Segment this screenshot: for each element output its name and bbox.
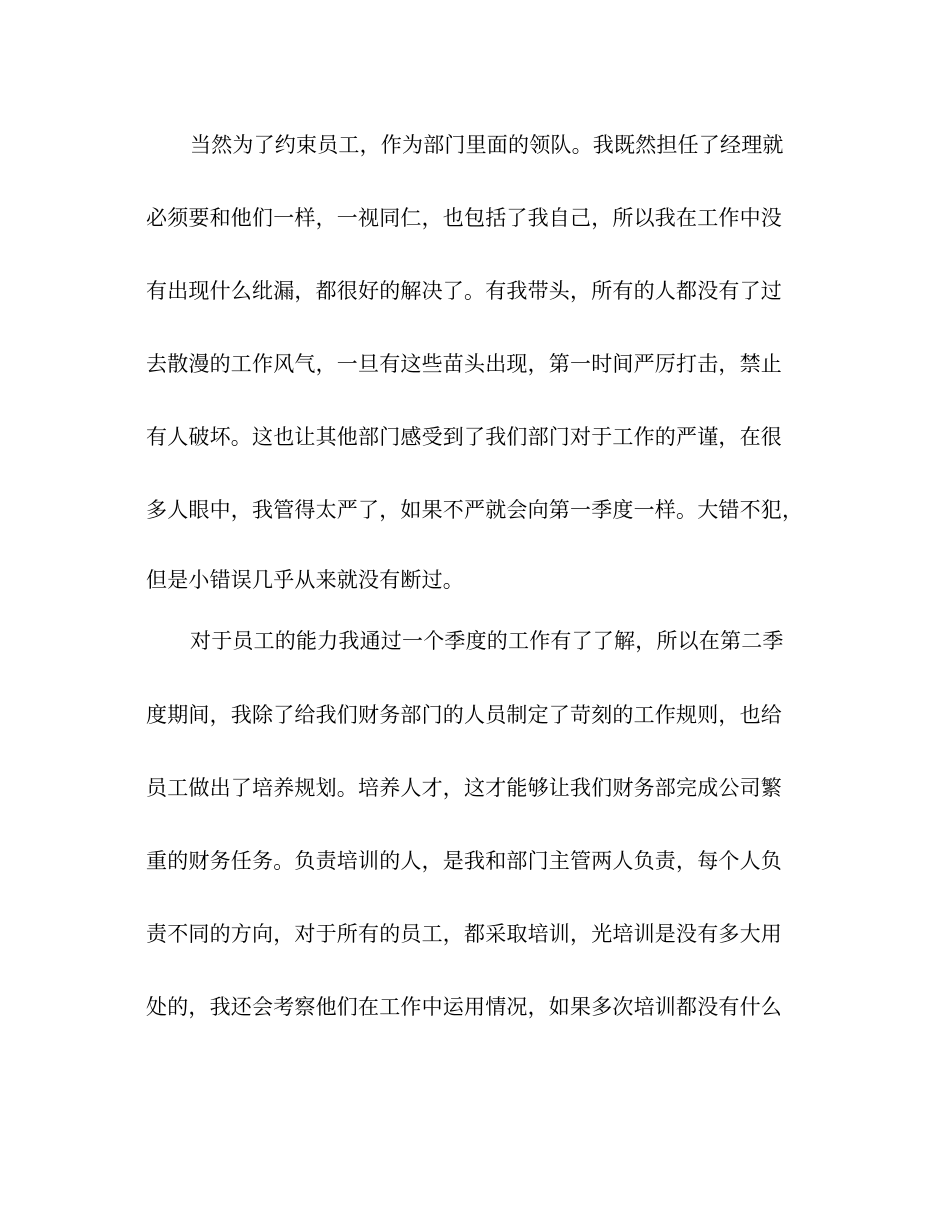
paragraph-2-line-2: 度期间，我除了给我们财务部门的人员制定了苛刻的工作规则，也给 xyxy=(146,703,782,727)
paragraph-1-line-1: 当然为了约束员工，作为部门里面的领队。我既然担任了经理就 xyxy=(190,133,784,157)
paragraph-2-line-5: 责不同的方向，对于所有的员工，都采取培训，光培训是没有多大用 xyxy=(146,922,782,946)
paragraph-2-line-3: 员工做出了培养规划。培养人才，这才能够让我们财务部完成公司繁 xyxy=(146,776,782,800)
paragraph-1-line-6: 多人眼中，我管得太严了，如果不严就会向第一季度一样。大错不犯， xyxy=(146,498,804,522)
paragraph-1-line-7: 但是小错误几乎从来就没有断过。 xyxy=(146,568,464,592)
paragraph-1-line-4: 去散漫的工作风气，一旦有这些苗头出现，第一时间严厉打击，禁止 xyxy=(146,352,782,376)
paragraph-2-line-6: 处的，我还会考察他们在工作中运用情况，如果多次培训都没有什么 xyxy=(146,995,782,1019)
paragraph-1-line-3: 有出现什么纰漏，都很好的解决了。有我带头，所有的人都没有了过 xyxy=(146,279,782,303)
paragraph-2-line-1: 对于员工的能力我通过一个季度的工作有了了解，所以在第二季 xyxy=(190,629,784,653)
paragraph-2-line-4: 重的财务任务。负责培训的人，是我和部门主管两人负责，每个人负 xyxy=(146,849,782,873)
paragraph-1-line-5: 有人破坏。这也让其他部门感受到了我们部门对于工作的严谨，在很 xyxy=(146,425,782,449)
paragraph-1-line-2: 必须要和他们一样，一视同仁，也包括了我自己，所以我在工作中没 xyxy=(146,206,782,230)
